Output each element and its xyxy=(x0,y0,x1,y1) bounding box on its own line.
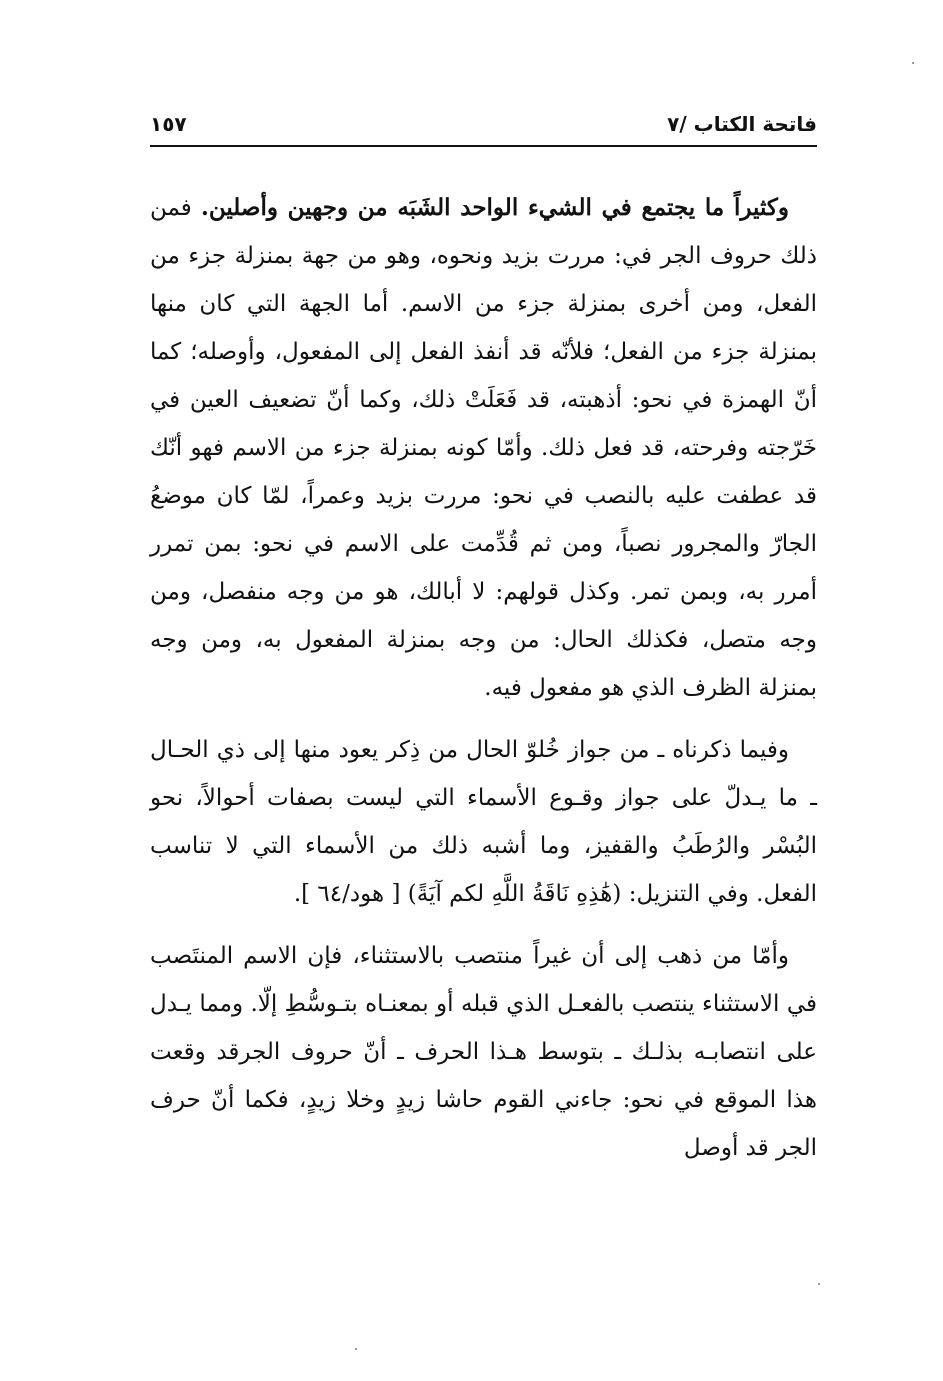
paragraph-2 xyxy=(150,726,817,918)
header-rule xyxy=(150,145,817,147)
paragraph-lead: وكثيراً ما يجتمع في الشيء الواحد الشَبَه من وجهين وأصلين. xyxy=(200,194,789,221)
body-text xyxy=(150,184,817,1172)
paragraph-1 xyxy=(150,184,817,712)
page-number: ١٥٧ xyxy=(150,112,187,136)
scan-speck xyxy=(912,62,914,64)
paragraph-text: وفيما ذكرناه ـ من جواز خُلوّ الحال من ذِكر يعود منها إلى ذي الحـال ـ ما يـدلّ على جواز وقـوع الأسماء التي ليست بصفات أحوالاً، نحو البُسْر والرُطَبُ والقفيز، وما أشبه ذلك من الأسماء التي لا تناسب الفعل. وفي التنزيل: (هَٰذِهِ نَاقَةُ اللَّهِ لكم آيَةً) [ هود/٦٤ ]. xyxy=(150,737,817,907)
scan-speck xyxy=(818,1283,820,1285)
running-title: فاتحة الكتاب /٧ xyxy=(667,112,817,136)
book-page xyxy=(150,108,817,1186)
paragraph-text: وأمّا من ذهب إلى أن غيراً منتصب بالاستثناء، فإن الاسم المنتَصب في الاستثناء ينتصب بالفعـل الذي قبله أو بمعنـاه بتـوسُّطِ إلّا. ومما يـدل على انتصابـه بذلـك ـ بتوسط هـذا الحرف ـ أنّ حروف الجرقد وقعت هذا الموقع في نحو: جاءني القوم حاشا زيدٍ وخلا زيدٍ، فكما أنّ حرف الجر قد أوصل xyxy=(150,943,817,1161)
paragraph-text: فمن ذلك حروف الجر في: مررت بزيد ونحوه، وهو من جهة بمنزلة جزء من الفعل، ومن أخرى بمنزلة جزء من الاسم. أما الجهة التي كان منها بمنزلة جزء من الفعل؛ فلأنّه قد أنفذ الفعل إلى المفعول، وأوصله؛ كما أنّ الهمزة في نحو: أذهبته، قد فَعَلَتْ ذلك، وكما أنّ تضعيف العين في خَرّجته وفرحته، قد فعل ذلك. وأمّا كونه بمنزلة جزء من الاسم فهو أنّك قد عطفت عليه بالنصب في نحو: مررت بزيد وعمراً، لمّا كان موضعُ الجارّ والمجرور نصباً، ومن ثم قُدِّمت على الاسم في نحو: بمن تمرر أمرر به، وبمن تمر. وكذل قولهم: لا أبالك، هو من وجه منفصل، ومن وجه متصل، فكذلك الحال: من وجه بمنزلة المفعول به، ومن وجه بمنزلة الظرف الذي هو مفعول فيه. xyxy=(150,195,817,701)
page-header xyxy=(150,108,817,144)
scan-speck xyxy=(355,1348,357,1350)
paragraph-3 xyxy=(150,932,817,1172)
